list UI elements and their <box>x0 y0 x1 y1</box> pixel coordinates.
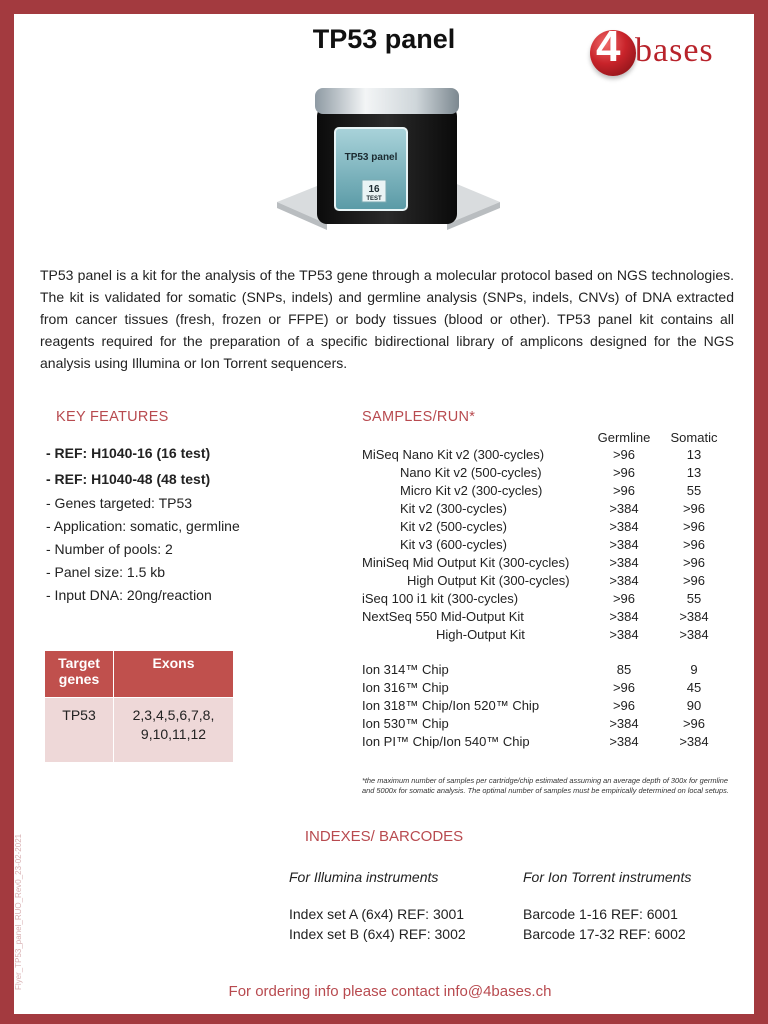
samples-row-somatic: >384 <box>679 627 709 642</box>
samples-row-germline: >384 <box>609 734 639 749</box>
key-features-title: KEY FEATURES <box>56 409 169 425</box>
samples-row-germline: >384 <box>609 609 639 624</box>
box-unit: TEST <box>366 196 382 202</box>
table-cell: 2,3,4,5,6,7,8, 9,10,11,12 <box>114 698 234 763</box>
samples-row-germline: >384 <box>609 519 639 534</box>
feature-item: - REF: H1040-16 (16 test) <box>46 445 211 461</box>
samples-row-germline: >384 <box>609 501 639 516</box>
samples-row-somatic: >96 <box>682 501 706 516</box>
key-features-list <box>46 440 240 607</box>
samples-row-germline: 85 <box>616 662 632 677</box>
samples-row-germline: >384 <box>609 555 639 570</box>
samples-row-label: Kit v2 (300-cycles) <box>400 501 507 516</box>
samples-row-label: Ion 318™ Chip/Ion 520™ Chip <box>362 698 540 713</box>
samples-row-label: iSeq 100 i1 kit (300-cycles) <box>362 591 519 606</box>
samples-row-label: Ion 316™ Chip <box>362 680 449 695</box>
box-label: TP53 panel <box>344 152 398 163</box>
samples-row-germline: >384 <box>609 537 639 552</box>
samples-row-germline: >96 <box>612 465 636 480</box>
illumina-index: Index set B (6x4) REF: 3002 <box>289 926 466 942</box>
samples-row-somatic: 13 <box>686 465 702 480</box>
germline-header: Germline <box>597 430 651 445</box>
samples-footnote: *the maximum number of samples per cartridge/chip estimated assuming an average depth of 300x for germline and 5000x for somatic analysis. The optimal number of samples must be empirically determined on local setups. <box>362 776 729 795</box>
product-jar-image <box>272 84 502 234</box>
samples-row-somatic: >96 <box>682 555 706 570</box>
illumina-heading: For Illumina instruments <box>289 869 439 885</box>
samples-row-label: MiniSeq Mid Output Kit (300-cycles) <box>362 555 570 570</box>
samples-row-somatic: 13 <box>686 447 702 462</box>
samples-row-germline: >96 <box>612 680 636 695</box>
samples-row-germline: >96 <box>612 447 636 462</box>
samples-row-label: NextSeq 550 Mid-Output Kit <box>362 609 524 624</box>
samples-row-germline: >384 <box>609 716 639 731</box>
iontorrent-barcode: Barcode 1-16 REF: 6001 <box>523 906 678 922</box>
samples-row-label: Ion 314™ Chip <box>362 662 449 677</box>
document-revision: Flyer_TP53_panel_RUO_Rev0_23-02-2021 <box>14 833 23 990</box>
feature-item: - Genes targeted: TP53 <box>46 495 193 511</box>
samples-row-label: Kit v2 (500-cycles) <box>400 519 507 534</box>
table-header: Exons <box>114 651 234 698</box>
samples-row-somatic: >96 <box>682 716 706 731</box>
samples-title: SAMPLES/RUN* <box>362 409 476 425</box>
logo-text: bases <box>635 32 714 69</box>
samples-row-somatic: >96 <box>682 537 706 552</box>
samples-row-germline: >96 <box>612 483 636 498</box>
feature-item: - Number of pools: 2 <box>46 541 173 557</box>
samples-row-somatic: 55 <box>686 591 702 606</box>
feature-item: - REF: H1040-48 (48 test) <box>46 471 211 487</box>
samples-row-germline: >96 <box>612 591 636 606</box>
samples-row-label: High Output Kit (300-cycles) <box>407 573 570 588</box>
samples-row-label: Kit v3 (600-cycles) <box>400 537 507 552</box>
brand-logo <box>590 22 740 84</box>
samples-row-label: Nano Kit v2 (500-cycles) <box>400 465 542 480</box>
samples-row-somatic: >384 <box>679 734 709 749</box>
samples-row-label: MiSeq Nano Kit v2 (300-cycles) <box>362 447 545 462</box>
samples-row-somatic: >96 <box>682 573 706 588</box>
ordering-info: For ordering info please contact info@4bases.ch <box>228 983 552 1000</box>
feature-item: - Panel size: 1.5 kb <box>46 564 166 580</box>
samples-row-label: Micro Kit v2 (300-cycles) <box>400 483 543 498</box>
samples-row-somatic: 9 <box>690 662 698 677</box>
target-genes-table <box>44 650 234 763</box>
samples-row-label: High-Output Kit <box>436 627 525 642</box>
illumina-index: Index set A (6x4) REF: 3001 <box>289 906 465 922</box>
feature-item: - Input DNA: 20ng/reaction <box>46 587 212 603</box>
samples-row-somatic: 55 <box>686 483 702 498</box>
samples-row-label: Ion 530™ Chip <box>362 716 449 731</box>
samples-row-somatic: >384 <box>679 609 709 624</box>
iontorrent-barcode: Barcode 17-32 REF: 6002 <box>523 926 686 942</box>
samples-row-label: Ion PI™ Chip/Ion 540™ Chip <box>362 734 530 749</box>
indexes-title: INDEXES/ BARCODES <box>304 828 464 845</box>
samples-row-somatic: 90 <box>686 698 702 713</box>
logo-number: 4 <box>596 22 621 71</box>
box-count: 16 <box>368 184 380 195</box>
page-title: TP53 panel <box>312 24 456 54</box>
feature-item: - Application: somatic, germline <box>46 518 240 534</box>
samples-row-germline: >96 <box>612 698 636 713</box>
samples-row-somatic: >96 <box>682 519 706 534</box>
intro-paragraph: TP53 panel is a kit for the analysis of the TP53 gene through a molecular protocol based on NGS technologies. The kit is validated for somatic (SNPs, indels) and germline analysis (SNPs, indels, CNVs) of DNA extracted from cancer tissues (fresh, frozen or FFPE) or body tissues (blood or other). TP53 panel kit contains all reagents required for the preparation of a specific bidirectional library of amplicons designed for the NGS analysis using Illumina or Ion Torrent sequencers. <box>40 267 734 371</box>
table-cell: TP53 <box>45 698 114 763</box>
samples-row-germline: >384 <box>609 573 639 588</box>
somatic-header: Somatic <box>670 430 718 445</box>
samples-row-somatic: 45 <box>686 680 702 695</box>
iontorrent-heading: For Ion Torrent instruments <box>523 869 692 885</box>
samples-row-germline: >384 <box>609 627 639 642</box>
table-header: Target genes <box>45 651 114 698</box>
